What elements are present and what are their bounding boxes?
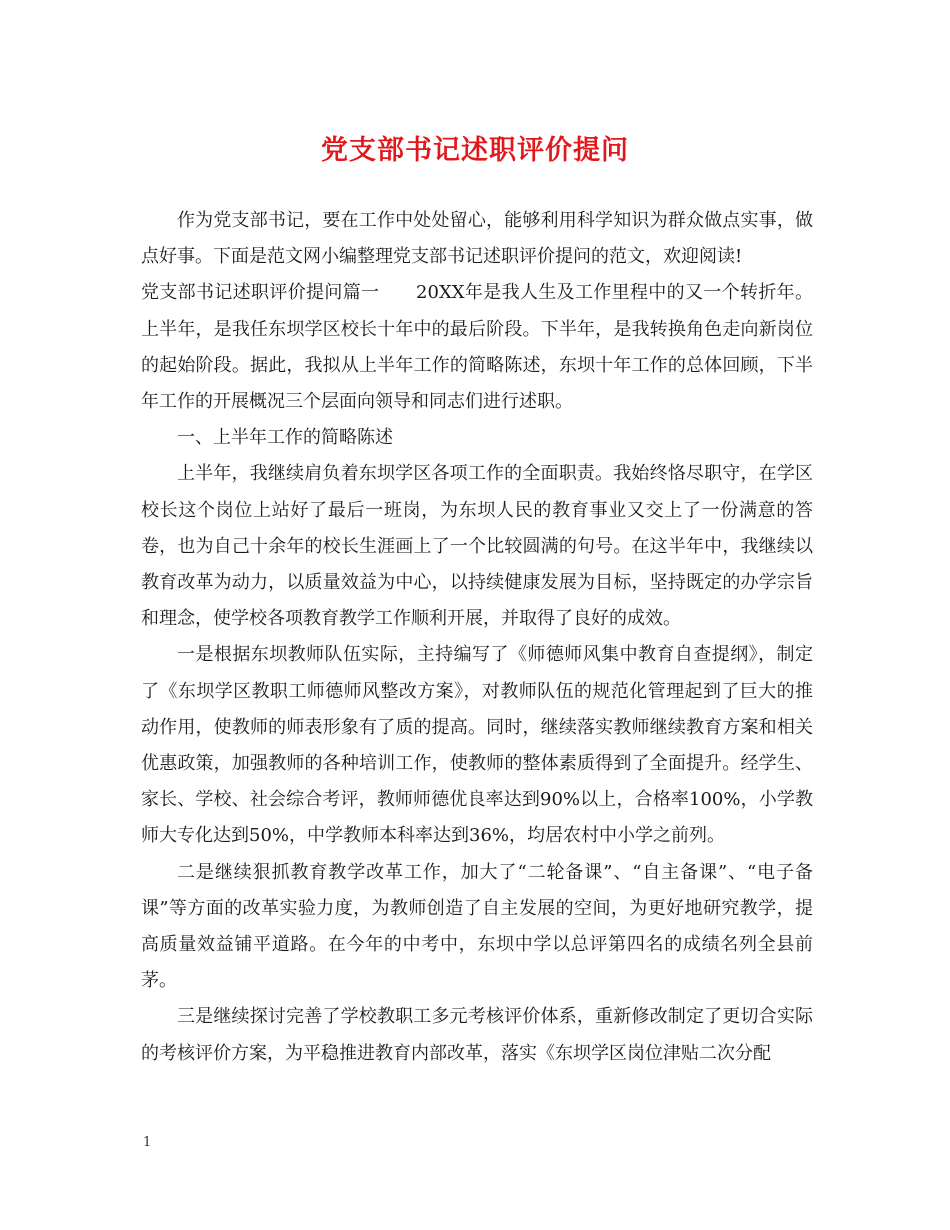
paragraph-point-2: 二是继续狠抓教育教学改革工作，加大了“二轮备课”、“自主备课”、“电子备课”等方面的改革实验力度，为教师创造了自主发展的空间，为更好地研究教学，提高质量效益铺平道路。在今年的中考中，东坝中学以总评第四名的成绩名列全县前茅。	[141, 861, 813, 992]
document-title: 党支部书记述职评价提问	[321, 135, 629, 166]
document-body	[141, 203, 813, 1072]
paragraph-first-half: 上半年，我继续肩负着东坝学区各项工作的全面职责。我始终恪尽职守，在学区校长这个岗位上站好了最后一班岗，为东坝人民的教育事业又交上了一份满意的答卷，也为自己十余年的校长生涯画上了一个比较圆满的句号。在这半年中，我继续以教育改革为动力，以质量效益为中心，以持续健康发展为目标，坚持既定的办学宗旨和理念，使学校各项教育教学工作顺利开展，并取得了良好的成效。	[141, 463, 813, 630]
paragraph-intro: 作为党支部书记，要在工作中处处留心，能够利用科学知识为群众做点实事，做点好事。下面是范文网小编整理党支部书记述职评价提问的范文，欢迎阅读!	[141, 210, 813, 268]
paragraph-section-header: 党支部书记述职评价提问篇一 20XX年是我人生及工作里程中的又一个转折年。上半年，是我任东坝学区校长十年中的最后阶段。下半年，是我转换角色走向新岗位的起始阶段。据此，我拟从上半年工作的简略陈述，东坝十年工作的总体回顾，下半年工作的开展概况三个层面向领导和同志们进行述职。	[141, 282, 813, 413]
page-number: 1	[143, 1135, 152, 1150]
paragraph-point-1: 一是根据东坝教师队伍实际，主持编写了《师德师风集中教育自查提纲》，制定了《东坝学区教职工师德师风整改方案》，对教师队伍的规范化管理起到了巨大的推动作用，使教师的师表形象有了质的提高。同时，继续落实教师继续教育方案和相关优惠政策，加强教师的各种培训工作，使教师的整体素质得到了全面提升。经学生、家长、学校、社会综合考评，教师师德优良率达到90%以上，合格率100%，小学教师大专化达到50%，中学教师本科率达到36%，均居农村中小学之前列。	[141, 644, 813, 847]
paragraph-point-3: 三是继续探讨完善了学校教职工多元考核评价体系，重新修改制定了更切合实际的考核评价方案，为平稳推进教育内部改革，落实《东坝学区岗位津贴二次分配	[141, 1006, 813, 1064]
paragraph-heading-1: 一、上半年工作的简略陈述	[177, 427, 393, 449]
